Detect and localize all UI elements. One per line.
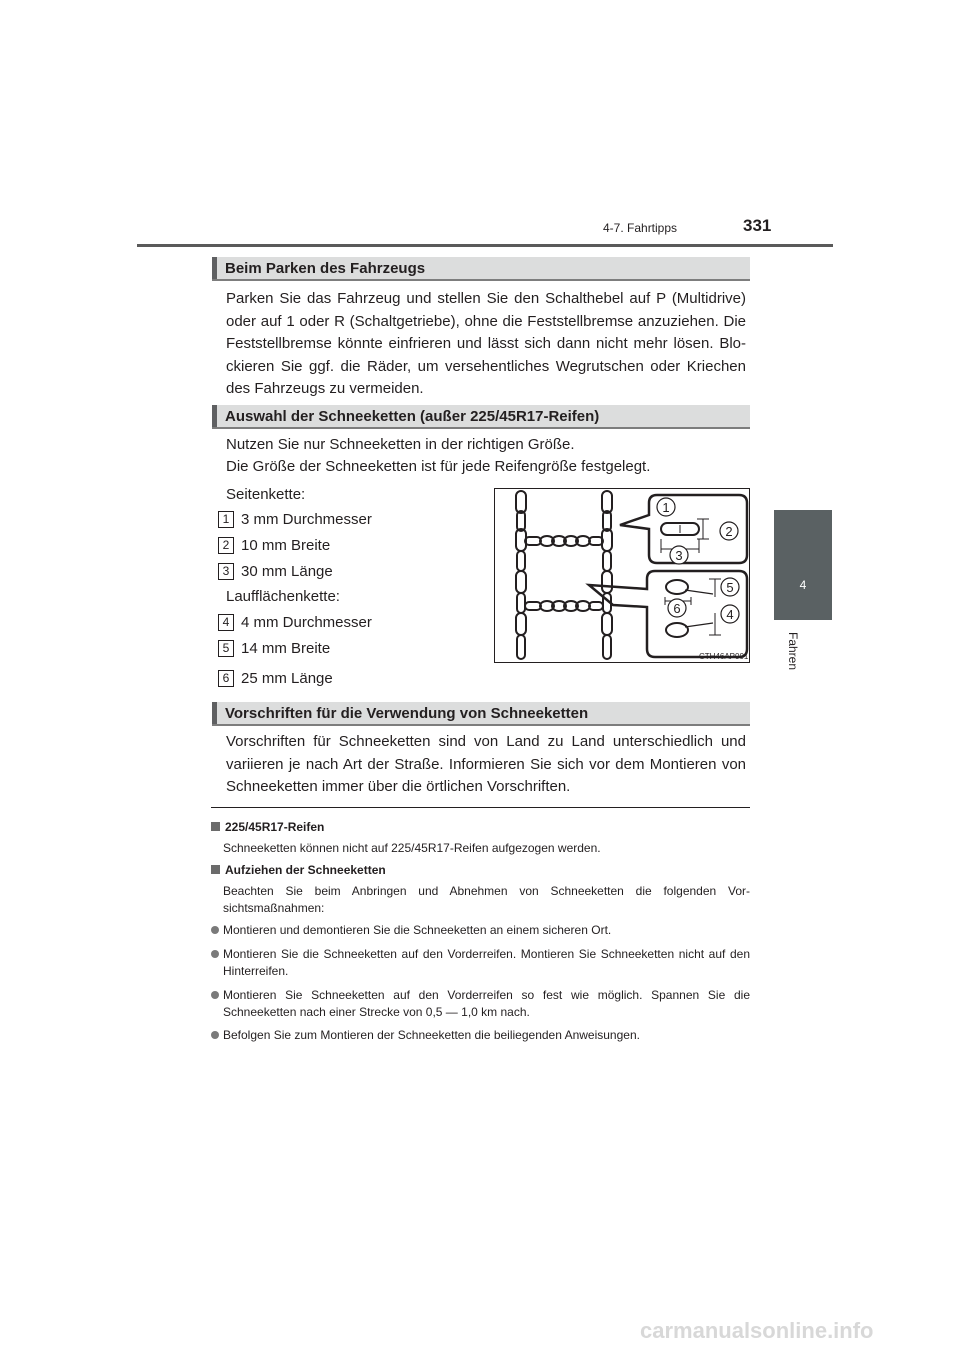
square-bullet-icon [211,865,220,874]
spec-number: 6 [218,670,234,687]
figure-callout: 4 [726,607,734,622]
note-bullet-text: Montieren Sie die Schneeketten auf den Vorderreifen. Montieren Sie Schneeketten nicht auf den Hinterreifen. [223,947,750,978]
bullet-dot-icon [211,950,219,958]
spec-item [218,563,333,580]
note-title-tire-text: 225/45R17-Reifen [225,820,325,834]
figure-callout: 2 [725,524,733,539]
heading-parking [212,257,750,281]
note-bullet [211,1027,750,1044]
horizontal-chain-upper [525,536,603,546]
note-title-mount-text: Aufziehen der Schneeketten [225,863,386,877]
page-number: 331 [743,216,772,235]
tread-chain-label: Laufflächenkette: [226,588,340,605]
horizontal-chain-lower [525,601,603,611]
chapter-tab-label: Fahren [786,632,800,671]
snow-chain-illustration [495,489,749,662]
bullet-dot-icon [211,1031,219,1039]
chains-line-2: Die Größe der Schneeketten ist für jede Reifengröße festgelegt. [226,458,651,475]
spec-item [218,640,330,657]
chains-line-1: Nutzen Sie nur Schneeketten in der richtigen Größe. [226,436,575,453]
vertical-chain-left [516,491,526,659]
spec-text: 10 mm Breite [241,537,331,554]
notes-rule [211,807,750,808]
figure-callout: 1 [662,500,670,515]
section-label: 4-7. Fahrtipps [603,221,678,235]
regulations-paragraph: Vorschriften für Schneeketten sind von Land zu Land unterschiedlich und variieren je nach Art der Straße. Informieren Sie sich vor dem Montieren von Schneeketten immer über die örtlichen Vorschriften. [226,733,746,795]
heading-regulations-text: Vorschriften für die Verwendung von Schneeketten [225,705,589,722]
figure-code: CTH46AP001 [699,652,749,661]
header-rule [137,244,833,247]
note-bullet-text: Montieren und demontieren Sie die Schneeketten an einem sicheren Ort. [223,923,612,937]
bullet-dot-icon [211,991,219,999]
note-title-mount [211,863,386,877]
note-title-tire [211,820,324,834]
note-bullet [211,922,750,939]
spec-number: 1 [218,511,234,528]
square-bullet-icon [211,822,220,831]
figure-callout: 5 [726,580,734,595]
spec-text: 4 mm Durchmesser [241,614,372,631]
bullet-dot-icon [211,926,219,934]
spec-text: 30 mm Länge [241,563,333,580]
figure-callout: 6 [673,601,681,616]
parking-paragraph: Parken Sie das Fahrzeug und stellen Sie den Schalthebel auf P (Multidrive) oder auf 1 oder R (Schaltgetriebe), ohne die Feststellbremse anzuziehen. Die Feststellbremse könnte einfrieren und lässt sich dann nicht mehr lösen. Blo-ckieren Sie ggf. die Räder, um versehentliches Wegrutschen oder Kriechen des Fahrzeugs zu vermeiden. [226,290,746,397]
spec-number: 4 [218,614,234,631]
note-text-tire: Schneeketten können nicht auf 225/45R17-Reifen aufgezogen werden. [223,841,601,855]
chapter-tab-number: 4 [799,578,807,592]
note-text-mount: Beachten Sie beim Anbringen und Abnehmen von Schneeketten die folgenden Vor-sichtsmaßnahmen: [223,884,750,915]
spec-item [218,511,372,528]
spec-text: 25 mm Länge [241,670,333,687]
spec-text: 3 mm Durchmesser [241,511,372,528]
chapter-tab [774,510,832,620]
spec-text: 14 mm Breite [241,640,331,657]
note-bullet [211,946,750,980]
heading-chains-text: Auswahl der Schneeketten (außer 225/45R17-Reifen) [225,408,600,425]
heading-chains [212,405,750,429]
side-chain-label: Seitenkette: [226,486,306,503]
heading-parking-text: Beim Parken des Fahrzeugs [225,260,426,277]
note-bullet-text: Montieren Sie Schneeketten auf den Vorderreifen so fest wie möglich. Spannen Sie die Schneeketten nach einer Strecke von 0,5 — 1,0 km nach. [223,988,750,1019]
figure-callout: 3 [675,548,683,563]
note-bullet-text: Befolgen Sie zum Montieren der Schneeketten die beiliegenden Anweisungen. [223,1028,640,1042]
spec-item [218,537,330,554]
spec-number: 2 [218,537,234,554]
spec-item [218,614,372,631]
heading-regulations [212,702,750,726]
watermark: carmanualsonline.info [640,1318,874,1343]
spec-number: 3 [218,563,234,580]
note-bullet [211,987,750,1021]
spec-item [218,670,333,687]
snow-chain-figure [494,488,750,663]
vertical-chain-right [602,491,612,659]
spec-number: 5 [218,640,234,657]
